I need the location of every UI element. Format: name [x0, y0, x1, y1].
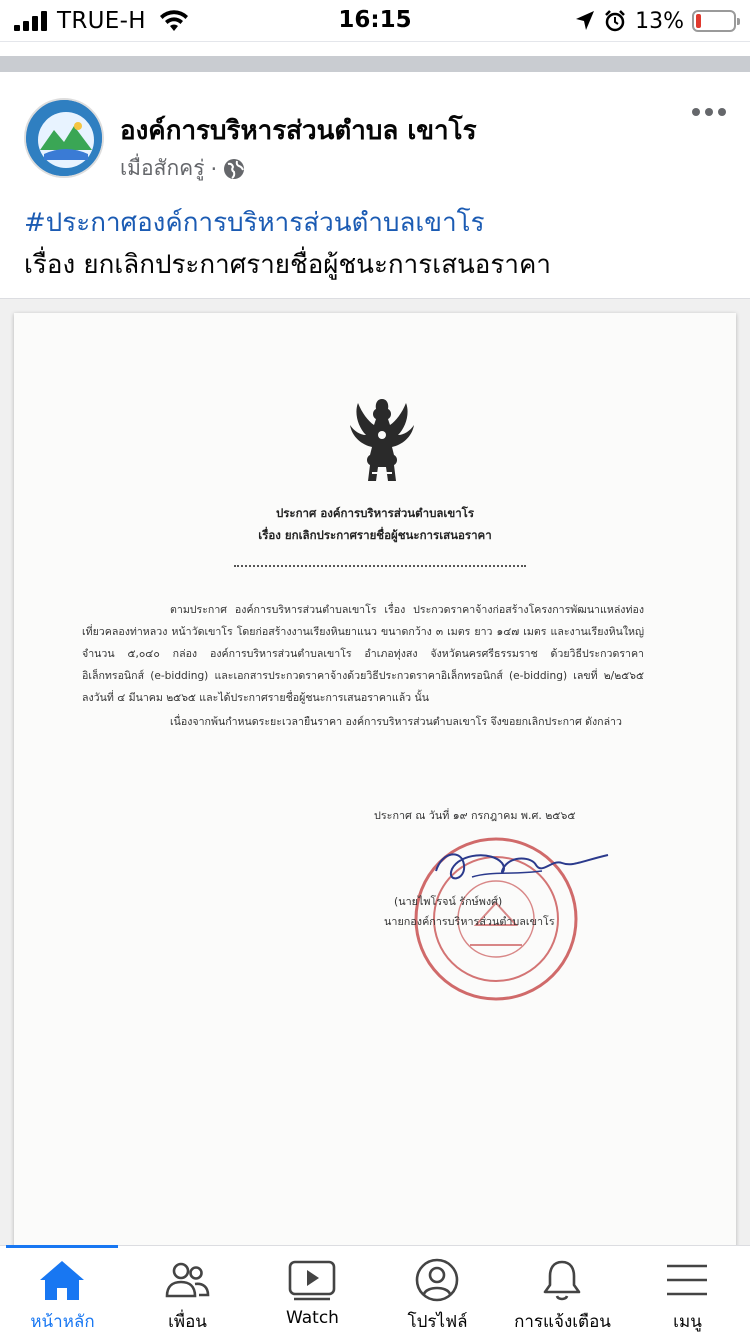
- bell-icon: [538, 1258, 586, 1302]
- tab-profile[interactable]: [375, 1246, 500, 1334]
- announcement-document: [14, 313, 736, 1245]
- status-bar: [0, 0, 750, 42]
- signer-title: นายกองค์การบริหารส่วนตำบลเขาโร: [384, 915, 555, 928]
- tab-notifications[interactable]: [500, 1246, 625, 1334]
- tab-friends[interactable]: [125, 1246, 250, 1334]
- tab-menu[interactable]: [625, 1246, 750, 1334]
- post-header: [0, 72, 750, 300]
- meta-separator: ·: [210, 156, 218, 181]
- clock: 16:15: [338, 7, 412, 33]
- battery-percent: 13%: [635, 8, 684, 34]
- garuda-emblem-icon: [332, 391, 432, 491]
- tab-watch[interactable]: [250, 1246, 375, 1334]
- tab-home[interactable]: [0, 1246, 125, 1334]
- avatar-logo-icon: [26, 100, 104, 178]
- post-hashtag[interactable]: #ประกาศองค์การบริหารส่วนตำบลเขาโร: [24, 208, 485, 238]
- globe-icon: [223, 158, 245, 180]
- document-paragraph-1: ตามประกาศ องค์การบริหารส่วนตำบลเขาโร เรื่อง ประกวดราคาจ้างก่อสร้างโครงการพัฒนาแหล่งท่องเที่ยวคลองท่าหลวง หน้าวัดเขาโร โดยก่อสร้างงานเรียงหินยาแนว ขนาดกว้าง ๓ เมตร ยาว ๑๔๗ เมตร และงานเรียงหินใหญ่ จำนวน ๕,๐๔๐ กล่อง องค์การบริหารส่วนตำบลเขาโร อำเภอทุ่งสง จังหวัดนครศรีธรรมราช ด้วยวิธีประกวดราคาอิเล็กทรอนิกส์ (e-bidding) และเอกสารประกวดราคาจ้างด้วยวิธีประกวดราคาอิเล็กทรอนิกส์ (e-bidding) เลขที่ ๒/๒๕๖๕ ลงวันที่ ๔ มีนาคม ๒๕๖๕ และได้ประกาศรายชื่อผู้ชนะการเสนอราคาแล้ว นั้น: [82, 604, 644, 704]
- dot-icon: [692, 108, 700, 116]
- feed-separator: [0, 56, 750, 72]
- page-avatar[interactable]: [24, 98, 104, 178]
- signer-name: (นายไพโรจน์ รักษ์พงศ์): [394, 895, 503, 908]
- signature-icon: [432, 841, 612, 901]
- battery-icon: [692, 10, 736, 32]
- watch-icon: [288, 1258, 336, 1302]
- document-date: ประกาศ ณ วันที่ ๑๙ กรกฎาคม พ.ศ. ๒๕๖๕: [374, 809, 576, 822]
- profile-icon: [413, 1258, 461, 1302]
- tab-label: Watch: [286, 1308, 339, 1328]
- document-title-line1: ประกาศ องค์การบริหารส่วนตำบลเขาโร: [275, 506, 475, 520]
- post-time[interactable]: เมื่อสักครู่: [120, 156, 205, 180]
- dot-icon: [705, 108, 713, 116]
- tab-label: โปรไฟล์: [407, 1312, 468, 1332]
- carrier-name: TRUE-H: [57, 8, 146, 34]
- location-arrow-icon: [575, 10, 595, 32]
- friends-icon: [163, 1258, 211, 1302]
- document-body: [82, 599, 644, 733]
- page-name[interactable]: องค์การบริหารส่วนตำบล เขาโร: [120, 116, 477, 146]
- more-options-button[interactable]: [692, 108, 726, 120]
- tab-label: เพื่อน: [168, 1312, 207, 1332]
- post-meta: [120, 152, 245, 185]
- dot-icon: [718, 108, 726, 116]
- post-caption: เรื่อง ยกเลิกประกาศรายชื่อผู้ชนะการเสนอราคา: [24, 250, 551, 280]
- bottom-navigation: [0, 1245, 750, 1334]
- battery-fill: [696, 14, 701, 28]
- status-divider: [0, 41, 750, 42]
- document-paragraph-2: เนื่องจากพ้นกำหนดระยะเวลายืนราคา องค์การบริหารส่วนตำบลเขาโร จึงขอยกเลิกประกาศ ดังกล่าว: [170, 716, 622, 728]
- post-photo[interactable]: [0, 299, 750, 1245]
- alarm-icon: [603, 9, 627, 33]
- status-right: [575, 8, 736, 34]
- tab-label: หน้าหลัก: [30, 1312, 95, 1332]
- menu-icon: [663, 1258, 711, 1302]
- document-title-line2: เรื่อง ยกเลิกประกาศรายชื่อผู้ชนะการเสนอราคา: [258, 528, 492, 542]
- tab-label: เมนู: [673, 1312, 702, 1332]
- home-icon: [38, 1258, 86, 1302]
- tab-label: การแจ้งเตือน: [514, 1312, 611, 1332]
- document-dotted-divider: [234, 565, 526, 567]
